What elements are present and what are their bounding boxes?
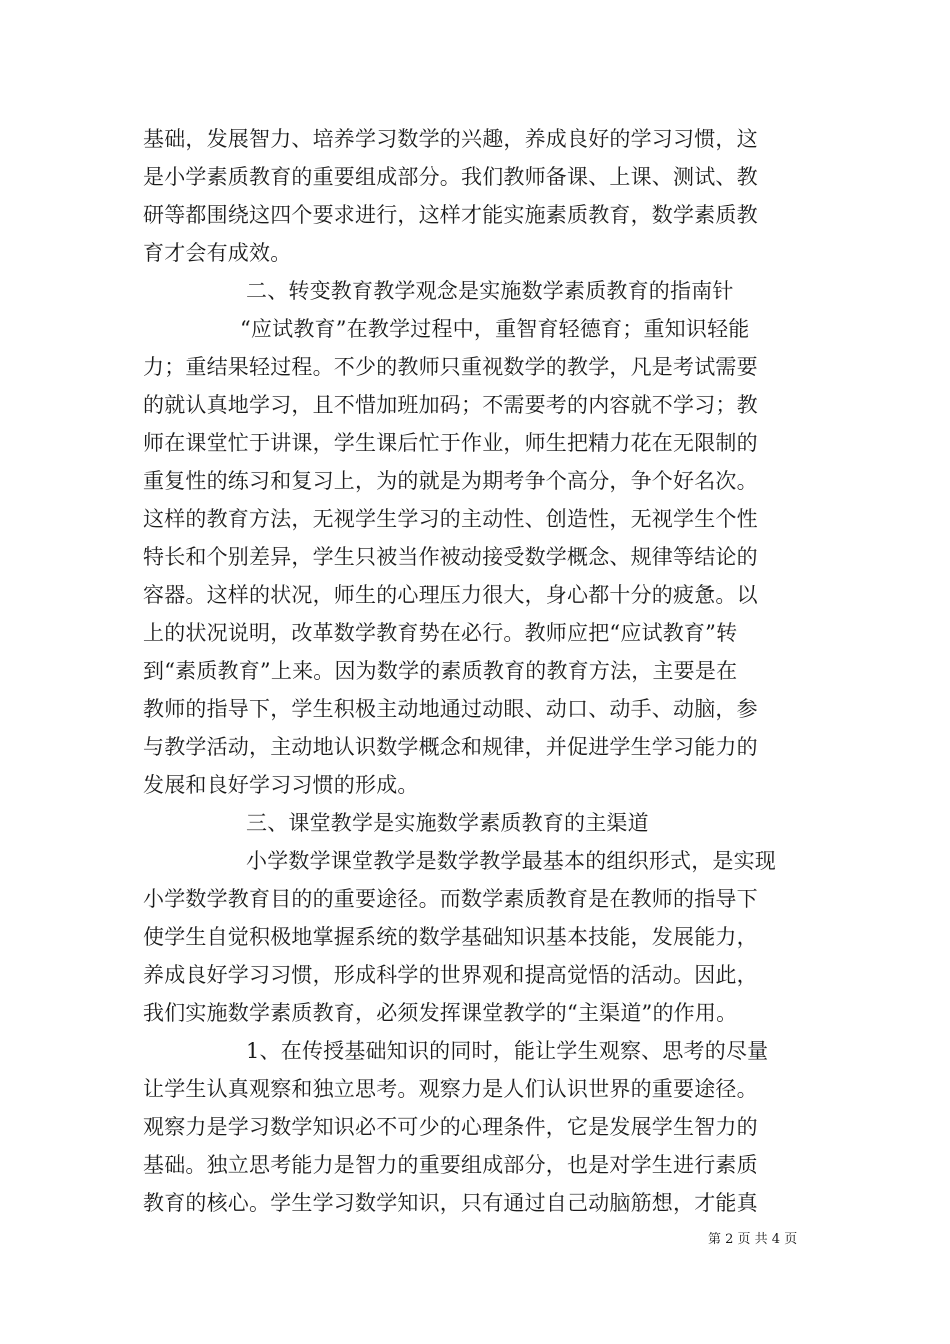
text-line: 观察力是学习数学知识必不可少的心理条件，它是发展学生智力的	[143, 1115, 758, 1139]
text-line: 师在课堂忙于讲课，学生课后忙于作业，师生把精力花在无限制的	[143, 431, 758, 455]
text-line: 使学生自觉积极地掌握系统的数学基础知识基本技能，发展能力，	[143, 925, 758, 949]
text-line: 与教学活动，主动地认识数学概念和规律，并促进学生学习能力的	[143, 735, 758, 759]
paragraph-first-line: 小学数学课堂教学是数学教学最基本的组织形式，是实现	[246, 849, 776, 873]
text-line: 小学数学教育目的的重要途径。而数学素质教育是在教师的指导下	[143, 887, 758, 911]
text-line: 力；重结果轻过程。不少的教师只重视数学的教学，凡是考试需要	[143, 355, 758, 379]
text-line: 我们实施数学素质教育，必须发挥课堂教学的“主渠道”的作用。	[143, 1001, 738, 1025]
paragraph-first-line: “应试教育”在教学过程中，重智育轻德育；重知识轻能	[240, 317, 750, 341]
text-line: 特长和个别差异，学生只被当作被动接受数学概念、规律等结论的	[143, 545, 758, 569]
section-heading: 三、课堂教学是实施数学素质教育的主渠道	[246, 811, 649, 835]
section-heading: 二、转变教育教学观念是实施数学素质教育的指南针	[246, 279, 734, 303]
page-number: 第 2 页 共 4 页	[708, 1232, 798, 1247]
text-line: 基础。独立思考能力是智力的重要组成部分，也是对学生进行素质	[143, 1153, 758, 1177]
text-line: 是小学素质教育的重要组成部分。我们教师备课、上课、测试、教	[143, 165, 758, 189]
text-line: 养成良好学习习惯，形成科学的世界观和提高觉悟的活动。因此，	[143, 963, 758, 987]
text-line: 的就认真地学习，且不惜加班加码；不需要考的内容就不学习；教	[143, 393, 758, 417]
text-line: 容器。这样的状况，师生的心理压力很大，身心都十分的疲惫。以	[143, 583, 758, 607]
text-line: 重复性的练习和复习上，为的就是为期考争个高分，争个好名次。	[143, 469, 758, 493]
paragraph-first-line: 1、在传授基础知识的同时，能让学生观察、思考的尽量	[246, 1039, 769, 1063]
text-line: 发展和良好学习习惯的形成。	[143, 773, 419, 797]
text-line: 育才会有成效。	[143, 241, 292, 265]
text-line: 研等都围绕这四个要求进行，这样才能实施素质教育，数学素质教	[143, 203, 758, 227]
text-line: 这样的教育方法，无视学生学习的主动性、创造性，无视学生个性	[143, 507, 758, 531]
text-line: 让学生认真观察和独立思考。观察力是人们认识世界的重要途径。	[143, 1077, 758, 1101]
text-line: 到“素质教育”上来。因为数学的素质教育的教育方法，主要是在	[143, 659, 738, 683]
text-line: 教育的核心。学生学习数学知识，只有通过自己动脑筋想，才能真	[143, 1191, 758, 1215]
text-line: 基础，发展智力、培养学习数学的兴趣，养成良好的学习习惯，这	[143, 127, 758, 151]
text-line: 上的状况说明，改革数学教育势在必行。教师应把“应试教育”转	[143, 621, 738, 645]
text-line: 教师的指导下，学生积极主动地通过动眼、动口、动手、动脑，参	[143, 697, 758, 721]
